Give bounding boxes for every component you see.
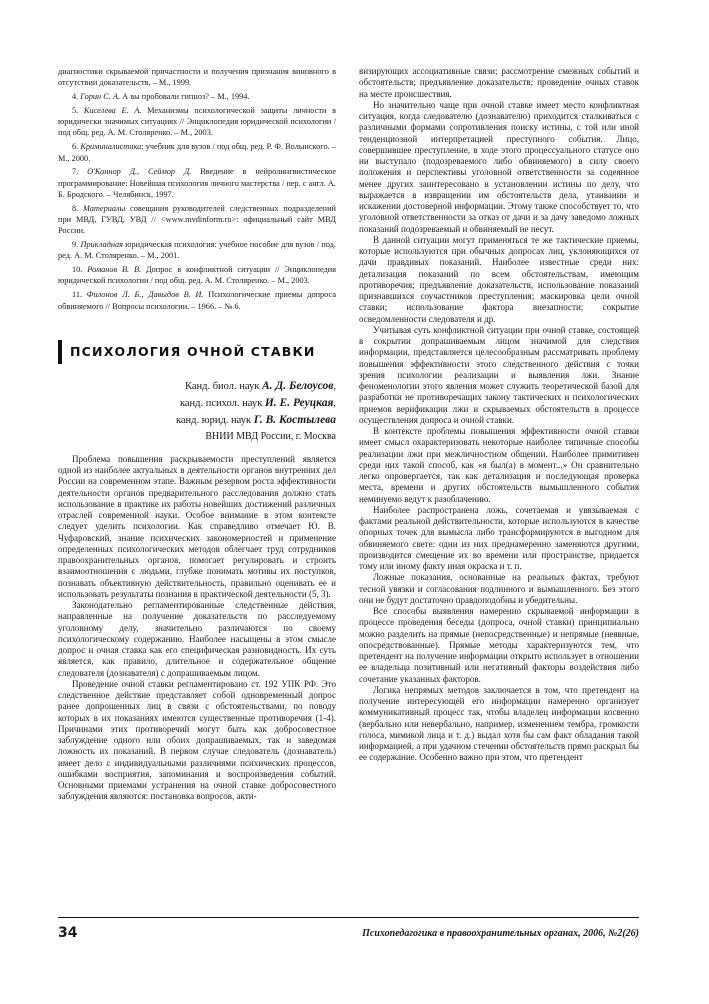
reference-item: 10. Романов В. В. Допрос в конфликтной ситуации // Энциклопедия юридической психологии / под общ. ред. А. М. Столяренко. – М., 2003. [58, 265, 337, 286]
paragraph: Но значительно чаще при очной ставке имеет место конфликтная ситуация, когда следователю (дознавателю) приходится сталкиваться с различными формами сопротивления поиску истины, с той или иной тенденциозной интерпретацией преступного события. Лицо, совершившее преступление, в ходе этого процессуального статусе оно ни выступало (подозреваемого либо обвиняемого) в силу своего положения и перспективы уголовной ответственности за содеянное менее других заинтересовано в установлении истины по делу, что выражается в извращении им обстоятельств дела, утаивании и искажении достоверной информации. Этому также способствует то, что уголовной ответственности за отказ от дачи и за дачу заведомо ложных показаний подозреваемый и обвиняемый не несут. [359, 99, 639, 234]
paragraph: Проблема повышения раскрываемости преступлений является одной из наиболее актуальных в деятельности органов внутренних дел России на современном этапе. Важным резервом роста эффективности деятельности органов предварительного расследования должно стать использование в практике их работы новейших достижений различных отраслей современной науки. Особое внимание в этом контексте следует уделить психологии. Как справедливо отмечает Ю. В. Чуфаровский, знание психических закономерностей и применение определенных психологических методов облегчает труд сотрудников правоохранительных органов, помогает регулировать и строить взаимоотношения с людьми, глубже понимать мотивы их поступков, познавать объективную действительность, правильно оценивать ее и использовать результаты познания в практической деятельности (5, 3). [58, 453, 336, 599]
reference-item: 4. Горин С. А. А вы пробовали гипноз? – М., 1994. [72, 92, 250, 102]
heading-bar [58, 340, 62, 364]
reference-item: диагностики скрываемой причастности и получения признания виновного в отсутствии доказательств. – М., 1999. [58, 67, 336, 88]
paragraph: Все способы выявления намеренно скрываемой информации в процессе проведения беседы (допроса, очной ставки) принципиально можно разделить на прямые (непосредственные) и непрямые (неявные, опосредствованные). Прямые методы характеризуются тем, что претендент на получение информации открыто использует в отношении ее владельца позитивный или негативный факторы воздействия либо сочетание указанных факторов. [359, 606, 639, 684]
paragraph: В контексте проблемы повышения эффективности очной ставки имеет смысл охарактеризовать некоторые наиболее типичные способы реализации лжи при межличностном общении. Наиболее примитивен среди них такой способ, как «я был(а) в момент...» Он сравнительно легко опровергается, так как детализация и последующая проверка места, времени и других обстоятельств вымышленного события неминуемо ведут к разоблачению. [359, 426, 639, 504]
reference-item: 9. Прикладная юридическая психология: учебное пособие для вузов / под. ред. А. М. Столяренко. – М., 2001. [58, 240, 336, 261]
author-line: канд. юрид. наук Г. В. Костылева [175, 413, 336, 426]
reference-item: 7. О'Коннор Д., Сеймор Д. Введение в нейролингвистическое программирование: Новейшая психология личного мастерства / пер. с англ. А. Б. Бродского. – Челябинск, 1997. [58, 167, 337, 199]
paragraph: В данной ситуации могут применяться те же тактические приемы, которые используются при обычных допросах лиц, уклоняющихся от дачи правдивых показаний. Наиболее известные среди них: детализация показаний по всем обстоятельствам, имеющим противоречия; предъявление доказательств, использование показаний признавшихся соучастников преступления; маскировка цели очной ставки; использование фактора внезапности; сокрытие осведомленности следователя и др. [359, 234, 639, 324]
author-name: И. Е. Реуцкая [264, 396, 334, 409]
paragraph: Ложные показания, основанные на реальных фактах, требуют тесной увязки и согласования подлинного и вымышленного. Без этого они не будут достаточно правдоподобны и убедительны. [359, 572, 639, 605]
author-name: А. Д. Белоусов [261, 379, 334, 392]
reference-item: 8. Материалы совещания руководителей следственных подразделений при МВД, ГУВД, УВД // <www.mvdinform.ru>: официальный сайт МВД России. [58, 203, 336, 236]
paragraph: Законодательно регламентированные следственные действия, направленные на получение доказательств по расследуемому уголовному делу, значительно различаются по своему психологическому содержанию. Наиболее насыщены в этом смысле допрос и очная ставка как его специфическая разновидность. Их суть является, как правило, длительное и содержательное общение следователя (дознавателя) с допрашиваемым лицом. [58, 600, 336, 678]
paragraph: визирующих ассоциативные связи; рассмотрение смежных событий и обстоятельств; предъявление доказательств; проведение очных ставок на месте происшествия. [359, 66, 639, 99]
paragraph: Наиболее распространена ложь, сочетаемая и увязываемая с фактами реальной действительности, которые используются в качестве опорных точек для вымысла либо трансформируются в выгодном для обвиняемого свете: одни из них преднамеренно заменяются другими, производится смещение их во времени или пространстве, придается тому или иному факту иная окраска и т. п. [359, 504, 639, 571]
paragraph: Логика непрямых методов заключается в том, что претендент на получение интересующей его информации намеренно организует коммуникативный процесс так, чтобы владелец информации косвенно (вербально или невербально, например, изменением тембра, громкости голоса, мимикой лица и т. д.) выдал хотя бы сам факт обладания такой информацией, а при удачном стечении обстоятельств прямо раскрыл бы ее содержание. Особенно важно при этом, что претендент [359, 684, 639, 763]
article-body-left [58, 454, 336, 803]
right-column [359, 66, 639, 764]
author-block [58, 378, 336, 445]
author-name: Г. В. Костылева [253, 413, 336, 426]
references-list [58, 66, 336, 312]
paragraph: Проведение очной ставки регламентировано ст. 192 УПК РФ. Это следственное действие представляет собой одновременный допрос ранее допрошенных лиц в связи с обстоятельствами, по поводу которых в их показаниях имеются существенные противоречия (1-4). Причинами этих противоречий могут быть как добросовестное заблуждение одного или обоих допрашиваемых, так и заведомая ложность их показаний. В первом случае следователь (дознаватель) имеет дело с индивидуальными различиями психических процессов, ошибками восприятия, запоминания и воспроизведения событий. Основными приемами устранения на очной ставке добросовестного заблуждения являются: постановка вопросов, акти- [58, 678, 336, 802]
left-column [58, 66, 336, 803]
article-heading [58, 340, 336, 364]
page-number: 34 [58, 925, 78, 941]
paragraph: Учитывая суть конфликтной ситуации при очной ставке, состоящей в сокрытии допрашиваемым лицом значимой для следствия информации, представляется целесообразным рассматривать проблему повышения эффективности этого следственного действия с точки зрения психологии реализации и выявления лжи. Знание феноменологии этого явления может служить теоретической базой для разработки не противоречащих закону тактических и психологических приемов верификации лжи и скрываемых обстоятельств в процессе осуществления допроса и очной ставки. [359, 324, 639, 425]
reference-item: 5. Киселева Е. А. Механизмы психологической защиты личности в юридически значимых ситуациях // Энциклопедия юридической психологии / под общ. ред. А. М. Столяренко. – М., 2003. [58, 105, 337, 138]
author-line: Канд. биол. наук А. Д. Белоусов, [184, 379, 336, 392]
author-institution: ВНИИ МВД России, г. Москва [205, 430, 336, 442]
journal-title: Психопедагогика в правоохранительных органах, 2006, №2(26) [362, 928, 639, 939]
article-title: ПСИХОЛОГИЯ ОЧНОЙ СТАВКИ [70, 344, 316, 360]
reference-item: 11. Филонов Л. Б., Давыдов В. И. Психологические приемы допроса обвиняемого // Вопросы психологии. – 1966. – № 6. [58, 290, 336, 311]
reference-item: 6. Криминалистика: учебник для вузов / под общ. ред. Р. Ф. Волынского. – М., 2000. [58, 142, 336, 163]
author-line: канд. психол. наук И. Е. Реуцкая, [179, 396, 336, 409]
footer-rule [58, 917, 639, 918]
